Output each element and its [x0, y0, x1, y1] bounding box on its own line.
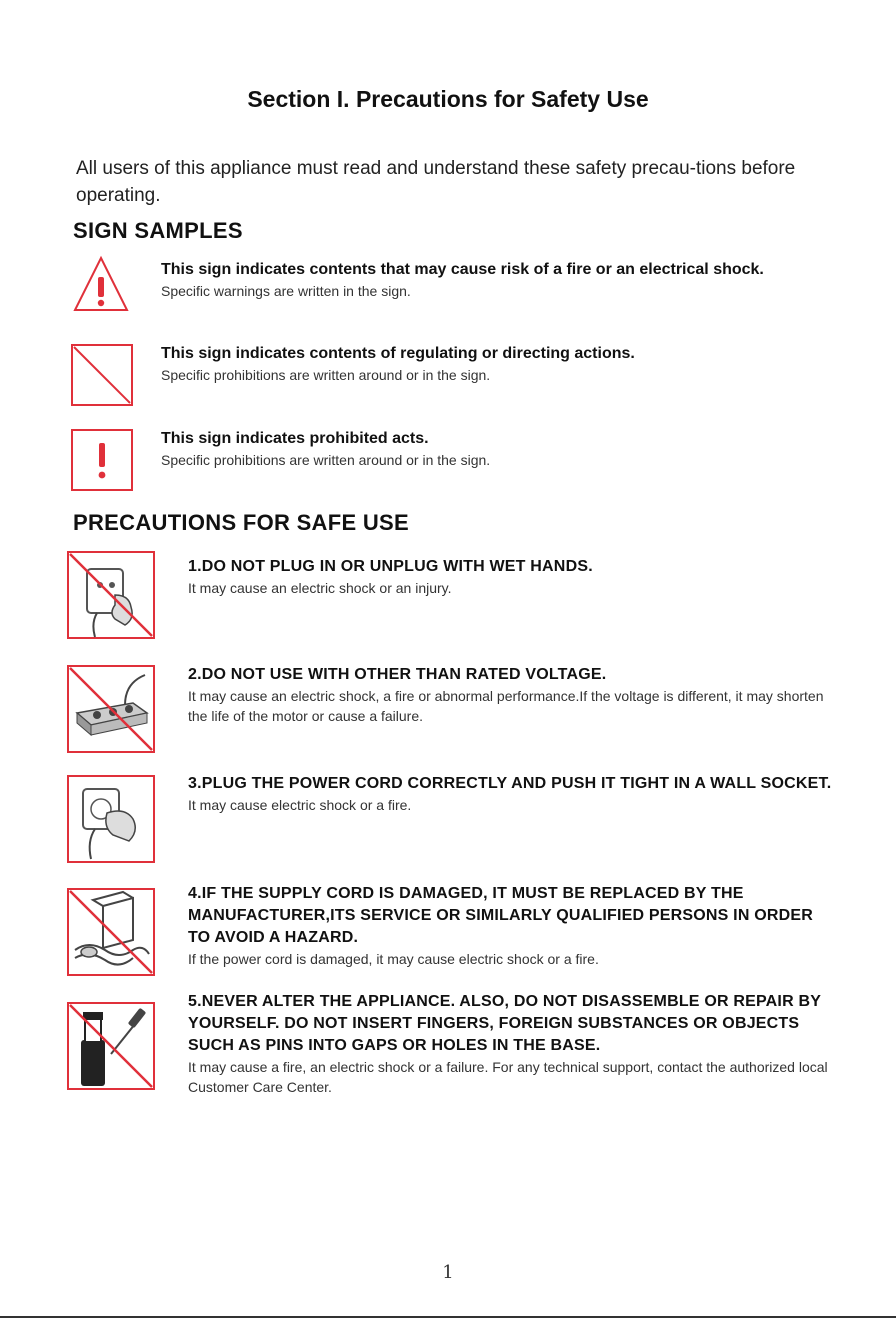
sign-2-text: Specific prohibitions are written around or in the sign. — [161, 367, 491, 383]
precaution-2-title: 2.DO NOT USE WITH OTHER THAN RATED VOLTAGE. — [188, 666, 607, 683]
precaution-5-title: 5.NEVER ALTER THE APPLIANCE. ALSO, DO NOT DISASSEMBLE OR REPAIR BY YOURSELF. DO NOT INSERT FINGERS, FOREIGN SUBSTANCES OR OBJECTS SUCH AS PINS INTO GAPS OR HOLES IN THE BASE. — [188, 993, 821, 1054]
precaution-3-text: It may cause electric shock or a fire. — [188, 797, 412, 813]
sign-samples-heading: SIGN SAMPLES — [73, 218, 243, 243]
warning-triangle-icon — [72, 255, 130, 313]
wet-hands-plug-icon — [67, 551, 155, 639]
page-number: 1 — [442, 1262, 454, 1283]
precaution-1 — [188, 556, 836, 598]
damaged-cord-icon — [67, 888, 155, 976]
precaution-4-title: 4.IF THE SUPPLY CORD IS DAMAGED, IT MUST BE REPLACED BY THE MANUFACTURER,ITS SERVICE OR SIMILARLY QUALIFIED PERSONS IN ORDER TO AVOID A HAZARD. — [188, 885, 814, 946]
sign-1-description — [161, 259, 821, 301]
precaution-4 — [188, 883, 836, 969]
precaution-2-text: It may cause an electric shock, a fire or abnormal performance.If the voltage is different, it may shorten the life of the motor or cause a failure. — [188, 688, 824, 724]
page-title: Section I. Precautions for Safety Use — [247, 86, 649, 112]
precaution-3-title: 3.PLUG THE POWER CORD CORRECTLY AND PUSH IT TIGHT IN A WALL SOCKET. — [188, 775, 832, 792]
precaution-2 — [188, 664, 836, 726]
sign-3-bold: This sign indicates prohibited acts. — [161, 430, 429, 447]
exclamation-square-icon — [71, 429, 133, 491]
precaution-1-text: It may cause an electric shock or an injury. — [188, 580, 452, 596]
precaution-5 — [188, 991, 836, 1097]
precaution-3 — [188, 773, 836, 815]
prohibition-square-icon — [71, 344, 133, 406]
screwdriver-appliance-icon — [67, 1002, 155, 1090]
sign-1-text: Specific warnings are written in the sign. — [161, 283, 411, 299]
sign-3-description — [161, 428, 821, 470]
sign-2-description — [161, 343, 821, 385]
page-bottom-rule — [0, 1316, 896, 1318]
sign-1-bold: This sign indicates contents that may cause risk of a fire or an electrical shock. — [161, 261, 764, 278]
power-strip-icon — [67, 665, 155, 753]
sign-3-text: Specific prohibitions are written around or in the sign. — [161, 452, 491, 468]
sign-2-bold: This sign indicates contents of regulating or directing actions. — [161, 345, 635, 362]
precaution-5-text: It may cause a fire, an electric shock or a failure. For any technical support, contact the authorized local Customer Care Center. — [188, 1059, 828, 1095]
precautions-heading: PRECAUTIONS FOR SAFE USE — [73, 510, 410, 535]
intro-paragraph: All users of this appliance must read and understand these safety precau-tions before operating. — [76, 158, 796, 206]
precaution-4-text: If the power cord is damaged, it may cause electric shock or a fire. — [188, 951, 599, 967]
precaution-1-title: 1.DO NOT PLUG IN OR UNPLUG WITH WET HANDS. — [188, 558, 593, 575]
plug-socket-icon — [67, 775, 155, 863]
